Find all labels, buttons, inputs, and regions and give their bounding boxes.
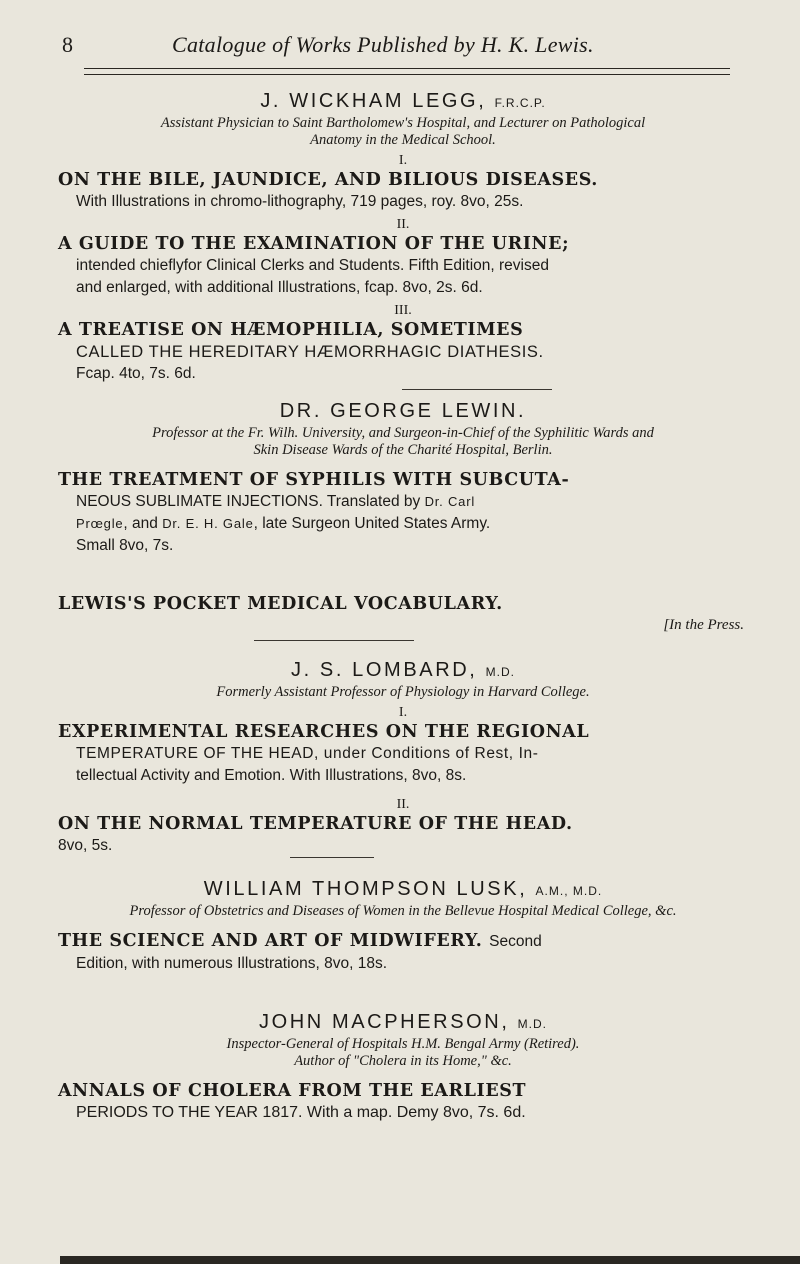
author-name: WILLIAM THOMPSON LUSK,	[203, 878, 528, 900]
author-affiliation: Skin Disease Wards of the Charité Hospital, Berlin.	[253, 442, 553, 458]
book-title: THE TREATMENT OF SYPHILIS WITH SUBCUTA-	[58, 470, 570, 490]
running-title: Catalogue of Works Published by H. K. Lewis.	[172, 32, 594, 57]
author-name: J. S. LOMBARD,	[291, 659, 478, 681]
book-description: With Illustrations in chromo-lithography, 719 pages, roy. 8vo, 25s.	[76, 193, 524, 210]
book-title: ON THE BILE, JAUNDICE, AND BILIOUS DISEASES.	[58, 170, 599, 190]
book-description: NEOUS SUBLIMATE INJECTIONS. Translated by Dr. Carl	[76, 493, 476, 510]
book-title-continued: CALLED THE HEREDITARY HÆMORRHAGIC DIATHESIS.	[76, 343, 544, 361]
author-entry-legg	[58, 90, 748, 385]
book-title: A GUIDE TO THE EXAMINATION OF THE URINE;	[58, 234, 570, 254]
author-entry-lombard	[58, 659, 748, 857]
in-press-note: [In the Press.	[663, 617, 744, 633]
author-name: DR. GEORGE LEWIN.	[279, 400, 527, 422]
page-header	[62, 30, 742, 64]
author-affiliation: Author of "Cholera in its Home," &c.	[294, 1053, 512, 1069]
book-description: Fcap. 4to, 7s. 6d.	[76, 365, 196, 382]
author-degree: F.R.C.P.	[494, 96, 546, 110]
work-numeral: I.	[398, 153, 408, 168]
page-number: 8	[62, 32, 73, 57]
book-description: Small 8vo, 7s.	[76, 537, 174, 554]
author-affiliation: Professor at the Fr. Wilh. University, and Surgeon-in-Chief of the Syphilitic Wards and	[152, 425, 654, 441]
author-name: J. WICKHAM LEGG,	[260, 90, 487, 112]
book-description: intended chieflyfor Clinical Clerks and Students. Fifth Edition, revised	[76, 257, 549, 274]
author-degree: M.D.	[485, 665, 515, 679]
book-title: EXPERIMENTAL RESEARCHES ON THE REGIONAL	[58, 722, 590, 742]
author-entry-lusk	[58, 878, 748, 975]
catalogue-content	[58, 90, 748, 1124]
author-degree: A.M., M.D.	[535, 884, 603, 898]
author-affiliation: Anatomy in the Medical School.	[310, 132, 496, 148]
book-description: TEMPERATURE OF THE HEAD, under Conditions of Rest, In-	[76, 745, 539, 762]
author-name: JOHN MACPHERSON,	[258, 1011, 510, 1033]
book-description: Edition, with numerous Illustrations, 8vo, 18s.	[76, 955, 388, 972]
book-description: tellectual Activity and Emotion. With Illustrations, 8vo, 8s.	[76, 767, 467, 784]
work-numeral: III.	[394, 303, 412, 318]
entry-pocket-vocabulary	[58, 593, 748, 634]
author-entry-lewin	[58, 400, 748, 557]
book-description: Prœgle, and Dr. E. H. Gale, late Surgeon United States Army.	[76, 515, 491, 532]
spacer	[58, 557, 748, 593]
author-entry-macpherson	[58, 1011, 748, 1124]
author-affiliation: Inspector-General of Hospitals H.M. Bengal Army (Retired).	[226, 1036, 580, 1052]
section-divider	[290, 857, 374, 858]
work-numeral: II.	[396, 797, 410, 812]
work-numeral: I.	[398, 705, 408, 720]
book-title: THE SCIENCE AND ART OF MIDWIFERY. Second	[58, 931, 542, 951]
author-affiliation: Formerly Assistant Professor of Physiology in Harvard College.	[216, 684, 590, 700]
work-numeral: II.	[396, 217, 410, 232]
book-description: and enlarged, with additional Illustrations, fcap. 8vo, 2s. 6d.	[76, 279, 483, 296]
book-description: 8vo, 5s.	[58, 837, 113, 854]
author-degree: M.D.	[517, 1017, 548, 1031]
book-title: LEWIS'S POCKET MEDICAL VOCABULARY.	[58, 594, 503, 614]
book-title: ON THE NORMAL TEMPERATURE OF THE HEAD.	[58, 814, 573, 834]
spacer	[58, 975, 748, 1011]
section-divider	[254, 640, 414, 641]
author-affiliation: Assistant Physician to Saint Bartholomew's Hospital, and Lecturer on Pathological	[160, 115, 646, 131]
section-divider	[402, 389, 552, 390]
book-title: ANNALS OF CHOLERA FROM THE EARLIEST	[58, 1081, 527, 1101]
book-description: PERIODS TO THE YEAR 1817. With a map. Demy 8vo, 7s. 6d.	[76, 1104, 526, 1121]
book-title: A TREATISE ON HÆMOPHILIA, SOMETIMES	[58, 320, 524, 340]
page-bottom-edge	[60, 1256, 800, 1264]
author-affiliation: Professor of Obstetrics and Diseases of Women in the Bellevue Hospital Medical College, &c.	[129, 903, 677, 919]
header-rule	[84, 68, 730, 75]
